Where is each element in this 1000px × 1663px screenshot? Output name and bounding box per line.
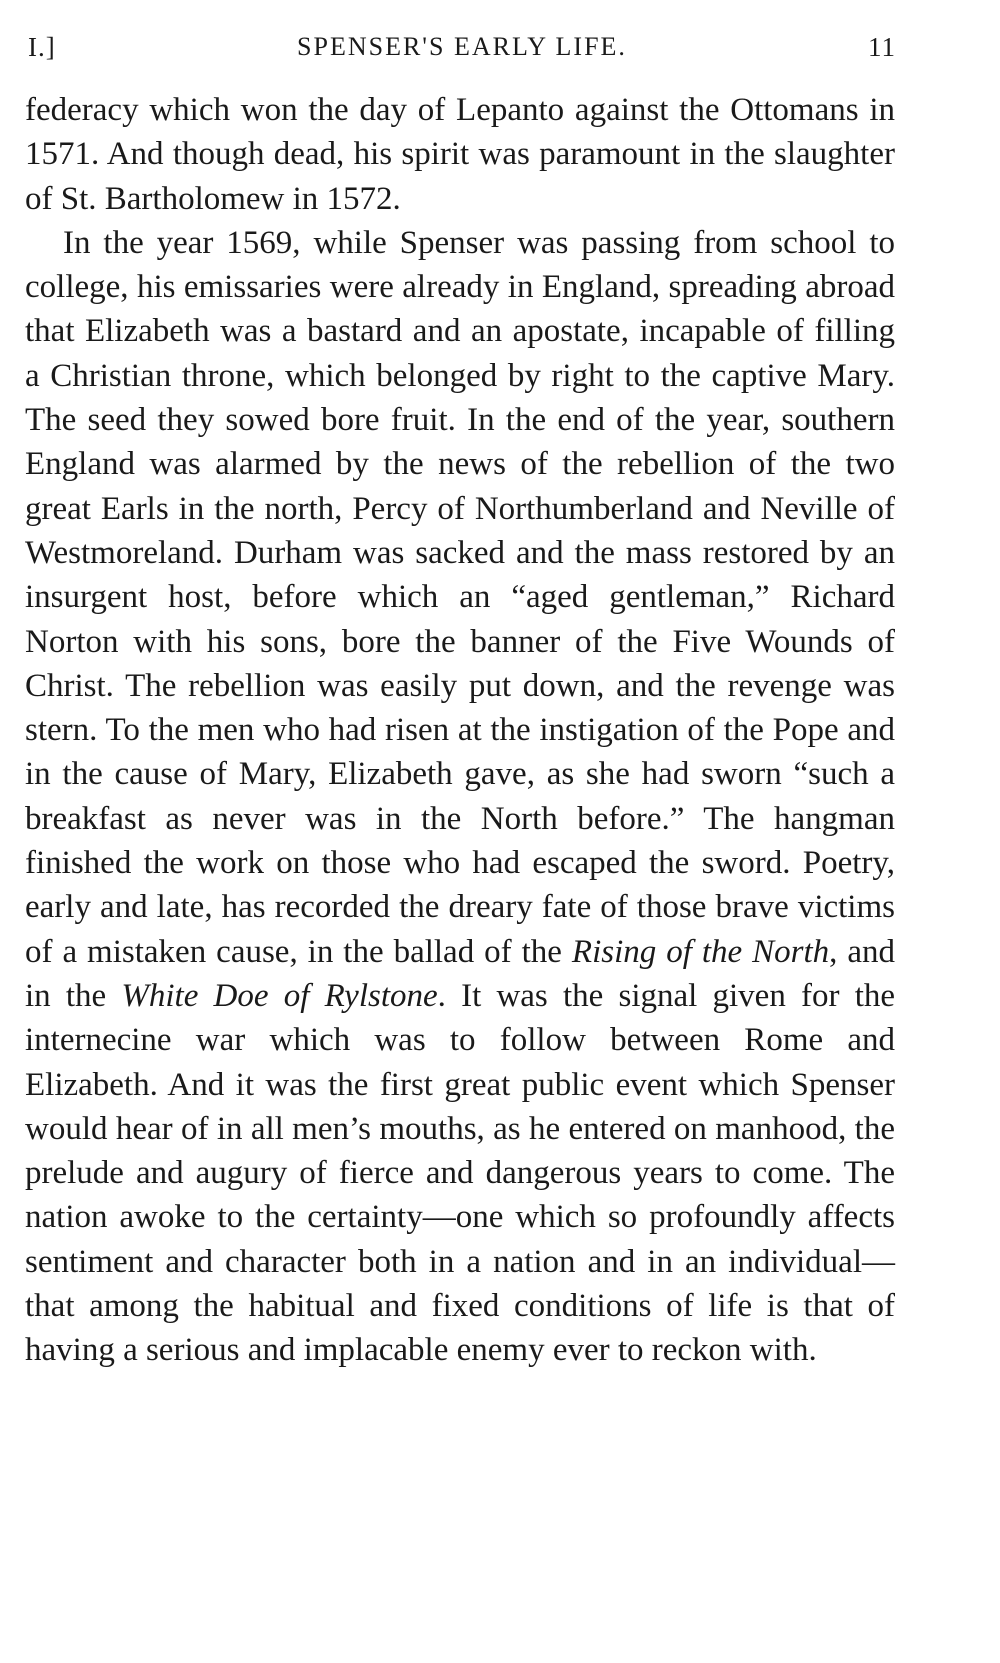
paragraph-text-part: . It was the signal given for the internecine war which was to follow between Rome and Elizabeth. And it was the first great public event which Spenser would hear of in all men’s mouths, as he entered on manhood, the prelude and augury of fierce and dangerous years to come. The nation awoke to the certainty—one which so profoundly affects sentiment and character both in a nation and in an individual—that among the habitual and fixed conditions of life is that of having a serious and implacable enemy ever to reckon with.	[25, 977, 896, 1369]
paragraph-continued: federacy which won the day of Lepanto against the Ottomans in 1571. And though dead, his spirit was paramount in the slaughter of St. Bartholomew in 1572.	[25, 92, 895, 217]
poem-title: White Doe of Rylstone	[121, 977, 438, 1014]
running-title: SPENSER'S EARLY LIFE.	[297, 32, 627, 61]
paragraph-text-part: , and in the	[25, 933, 896, 1014]
paragraph-rebellion	[25, 221, 895, 1373]
body-text	[25, 88, 895, 1373]
running-head	[28, 32, 896, 68]
paragraph-text-part: In the year 1569, while Spenser was passing from school to college, his emissaries were already in England, spreading abroad that Elizabeth was a bastard and an apostate, incapable of filling a Christian throne, which belonged by right to the captive Mary. The seed they sowed bore fruit. In the end of the year, southern England was alarmed by the news of the rebellion of the two great Earls in the north, Percy of Northumberland and Neville of Westmoreland. Durham was sacked and the mass restored by an insurgent host, before which an “aged gentleman,” Richard Norton with his sons, bore the banner of the Five Wounds of Christ. The rebellion was easily put down, and the revenge was stern. To the men who had risen at the instigation of the Pope and in the cause of Mary, Elizabeth gave, as she had sworn “such a breakfast as never was in the North before.” The hangman finished the work on those who had escaped the sword. Poetry, early and late, has recorded the dreary fate of those brave victims of a mistaken cause, in the ballad of the	[25, 224, 895, 970]
ballad-title: Rising of the North	[571, 933, 830, 970]
section-number: I.]	[28, 32, 56, 62]
page-number: 11	[868, 32, 896, 62]
